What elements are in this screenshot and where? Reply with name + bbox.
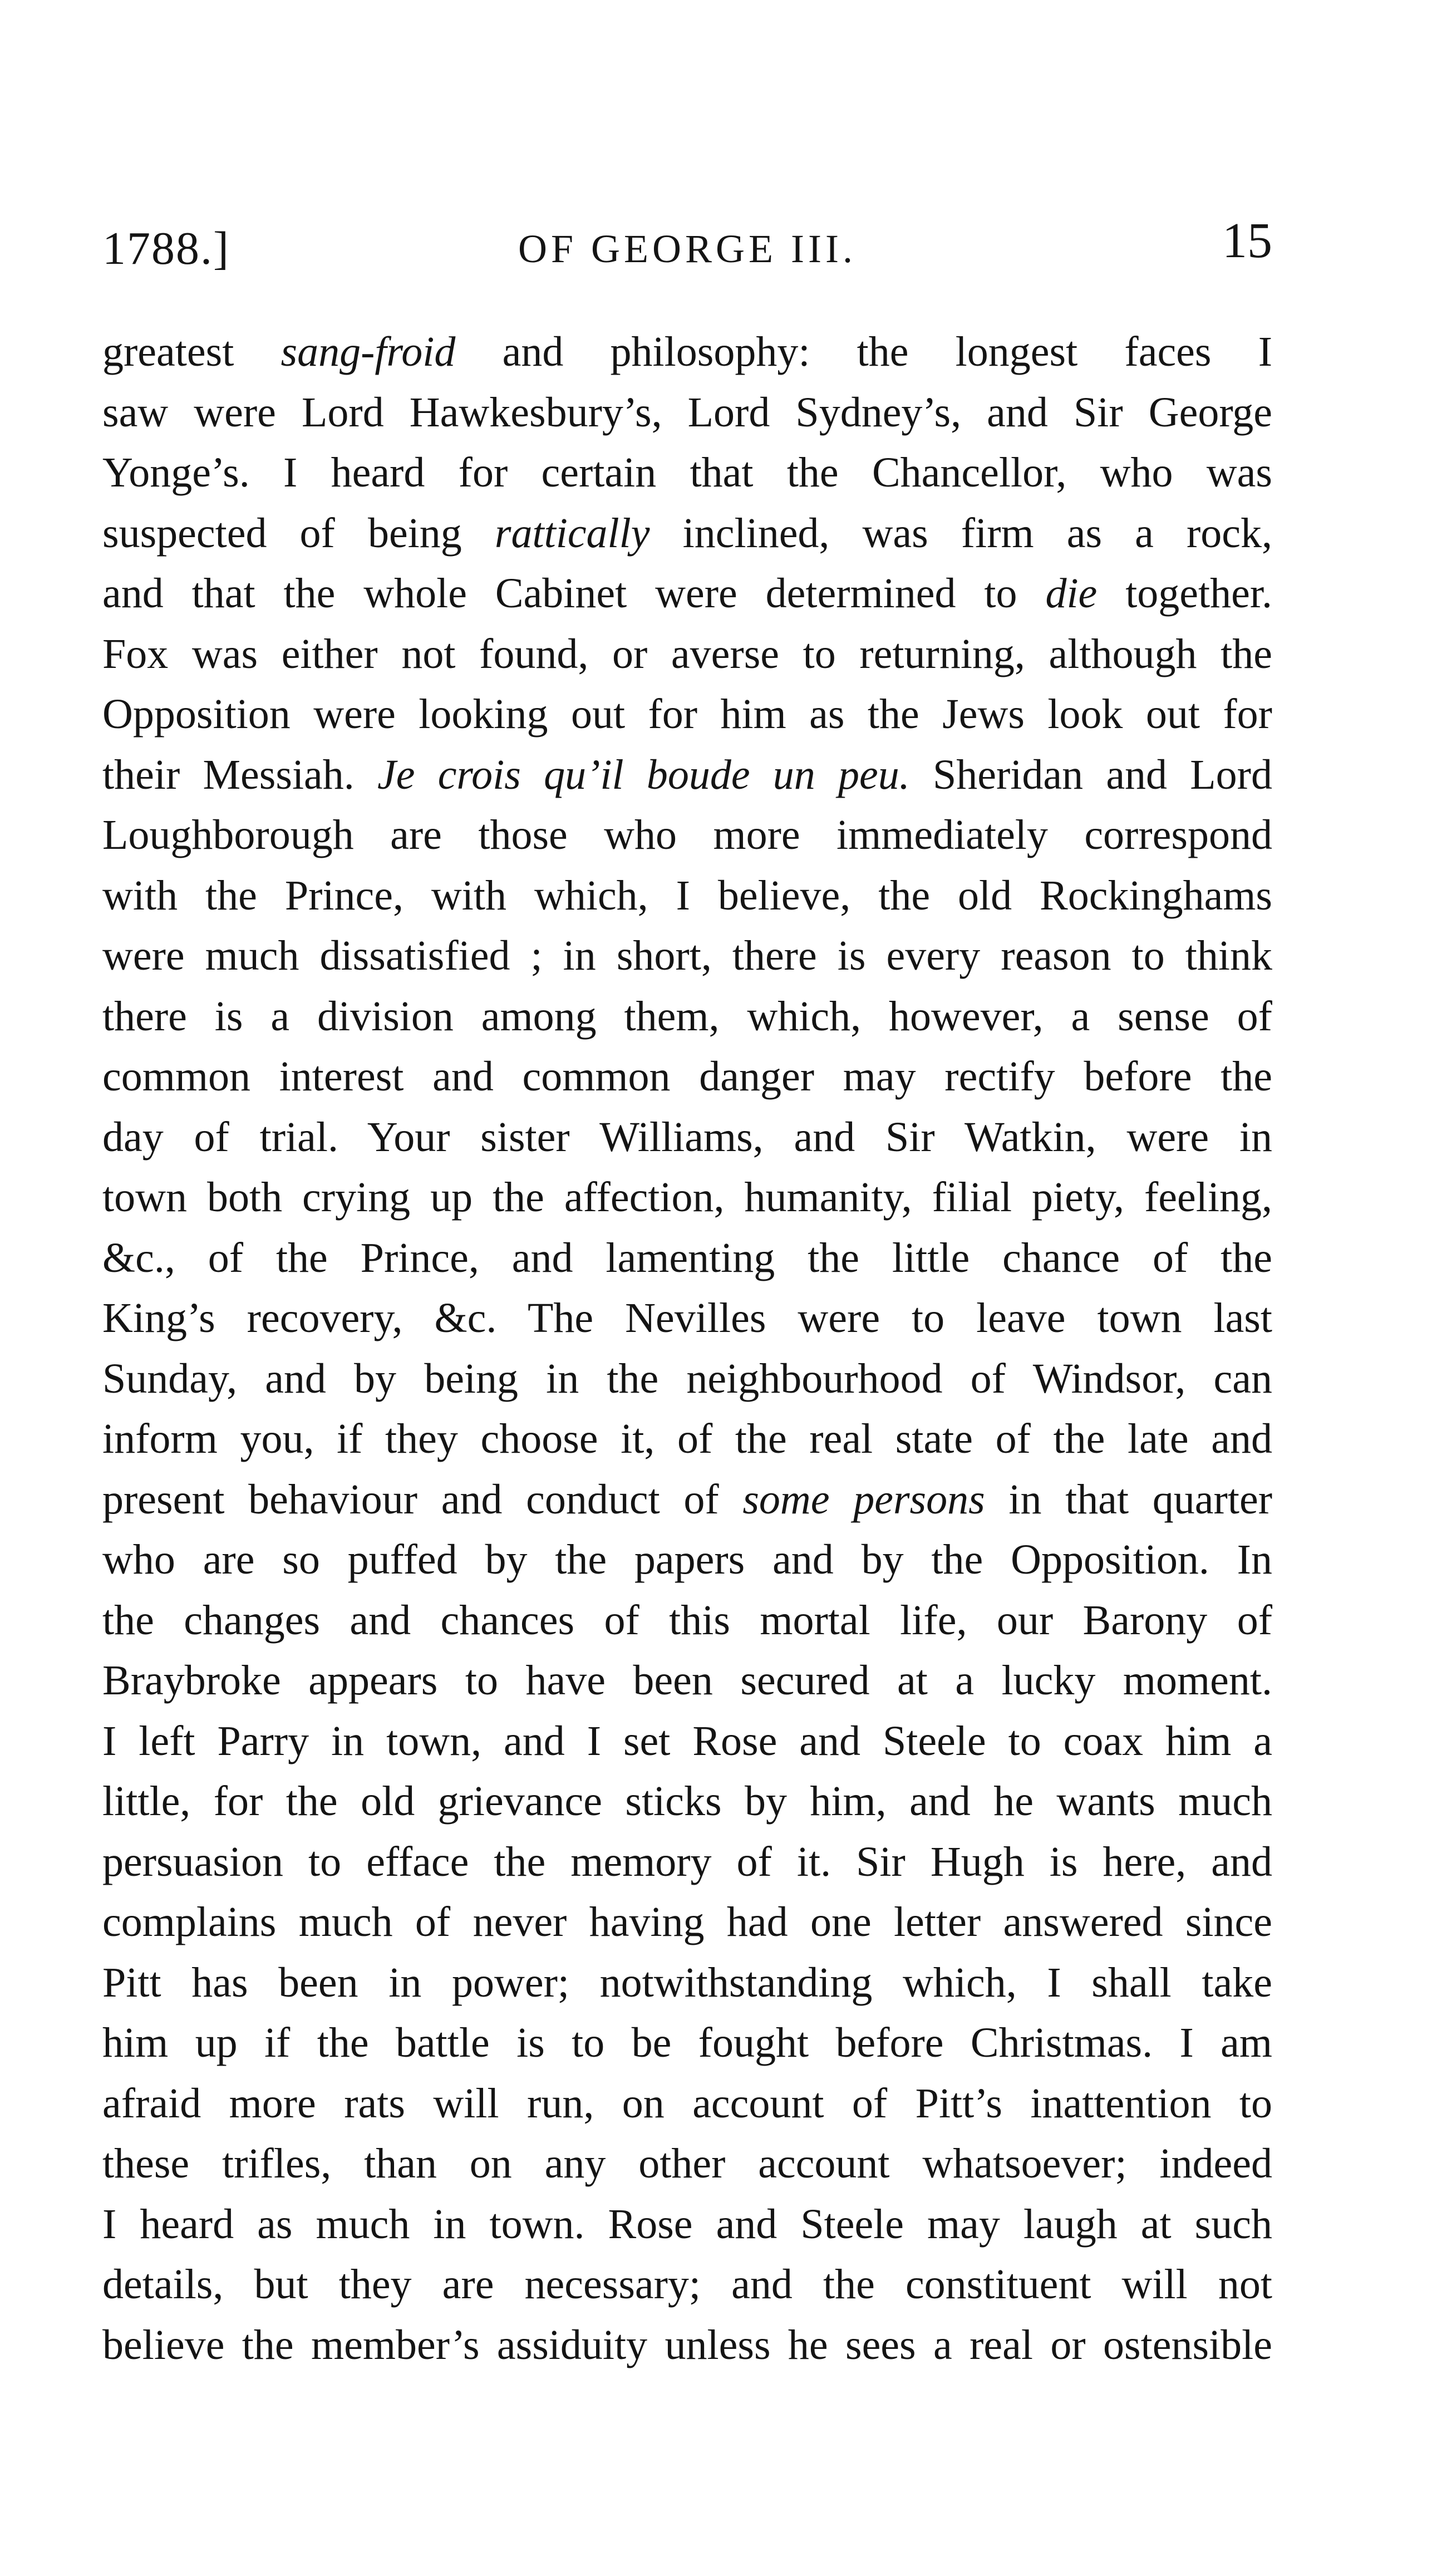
- text-line: Opposition were looking out for him as the Jews look out for: [102, 691, 1272, 738]
- text-line: day of trial. Your sister Williams, and Sir Watkin, were in: [102, 1113, 1272, 1161]
- text-line: suspected of being rattically inclined, was firm as a rock,: [102, 509, 1273, 557]
- text-line: and that the whole Cabinet were determined to die together.: [102, 570, 1272, 617]
- text-line: Pitt has been in power; notwithstanding which, I shall take: [102, 1959, 1272, 2006]
- italic-phrase: die: [1045, 570, 1098, 617]
- text-line: the changes and chances of this mortal life, our Barony of: [102, 1596, 1272, 1644]
- text-line: were much dissatisfied ; in short, there is every reason to think: [102, 932, 1272, 979]
- italic-phrase: some persons: [742, 1476, 985, 1523]
- text-line: I heard as much in town. Rose and Steele may laugh at such: [102, 2200, 1272, 2248]
- text-line: saw were Lord Hawkesbury’s, Lord Sydney’s, and Sir George: [102, 389, 1272, 436]
- text-line: Sunday, and by being in the neighbourhood of Windsor, can: [102, 1355, 1272, 1402]
- text-line: inform you, if they choose it, of the real state of the late and: [102, 1415, 1272, 1462]
- italic-phrase: sang-froid: [281, 328, 456, 375]
- text-line: there is a division among them, which, however, a sense of: [102, 992, 1272, 1040]
- text-line: common interest and common danger may rectify before the: [102, 1053, 1272, 1100]
- text-line: King’s recovery, &c. The Nevilles were to leave town last: [102, 1295, 1272, 1341]
- text-line: these trifles, than on any other account whatsoever; indeed: [102, 2140, 1272, 2187]
- text-line: little, for the old grievance sticks by him, and he wants much: [102, 1778, 1272, 1825]
- text-line: Yonge’s. I heard for certain that the Chancellor, who was: [102, 449, 1272, 496]
- text-line: believe the member’s assiduity unless he sees a real or ostensible: [102, 2321, 1272, 2368]
- text-line: him up if the battle is to be fought before Christmas. I am: [102, 2019, 1272, 2066]
- text-line: persuasion to efface the memory of it. Sir Hugh is here, and: [102, 1838, 1272, 1885]
- text-line: who are so puffed by the papers and by the Opposition. In: [102, 1536, 1272, 1583]
- body-text: [102, 322, 1272, 2375]
- text-line: details, but they are necessary; and the constituent will not: [102, 2261, 1272, 2308]
- text-line: with the Prince, with which, I believe, the old Rockinghams: [102, 872, 1272, 919]
- page-number: 15: [1222, 213, 1272, 268]
- text-line: afraid more rats will run, on account of Pitt’s inattention to: [102, 2080, 1272, 2127]
- text-line: greatest sang-froid and philosophy: the longest faces I: [102, 328, 1273, 375]
- header-title: OF GEORGE III.: [518, 227, 857, 271]
- text-line: Loughborough are those who more immediately correspond: [102, 812, 1272, 858]
- text-line: their Messiah. Je crois qu’il boude un peu. Sheridan and Lord: [102, 751, 1272, 798]
- text-line: Braybroke appears to have been secured at a lucky moment.: [102, 1657, 1272, 1704]
- text-line: I left Parry in town, and I set Rose and Steele to coax him a: [102, 1717, 1272, 1764]
- text-line: &c., of the Prince, and lamenting the little chance of the: [102, 1234, 1272, 1281]
- text-line: complains much of never having had one letter answered since: [102, 1899, 1272, 1945]
- italic-phrase: rattically: [494, 509, 650, 557]
- italic-phrase: Je crois qu’il boude un peu.: [377, 751, 910, 798]
- header-year: 1788.]: [102, 223, 230, 274]
- text-line: Fox was either not found, or averse to returning, although the: [102, 630, 1272, 677]
- text-line: town both crying up the affection, humanity, filial piety, feeling,: [102, 1174, 1272, 1221]
- running-head: [102, 213, 1272, 279]
- text-line: present behaviour and conduct of some persons in that quarter: [102, 1476, 1273, 1523]
